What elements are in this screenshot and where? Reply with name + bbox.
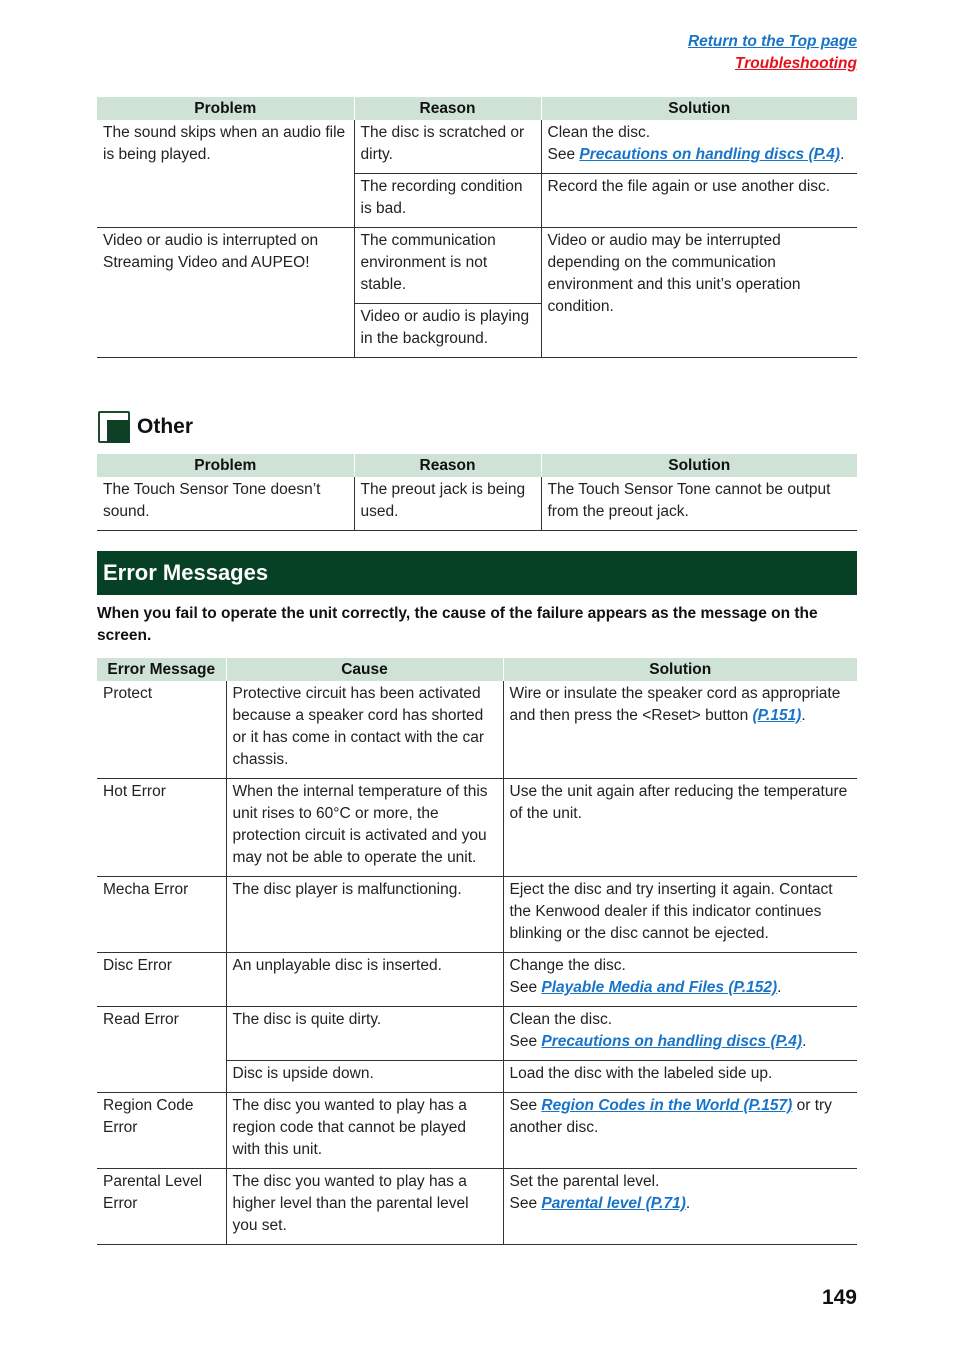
error-message-cell: Parental Level Error [97,1169,226,1245]
see-label: See [509,1033,542,1050]
error-messages-heading: Error Messages [97,551,857,595]
error-message-cell: Region Code Error [97,1093,226,1169]
solution-cell [503,953,857,1007]
region-codes-link[interactable]: Region Codes in the World (P.157) [541,1097,793,1114]
problem-cell: The sound skips when an audio file is being played. [97,120,354,228]
header-problem: Problem [97,454,354,477]
solution-cell [503,1007,857,1061]
error-messages-table [97,658,857,1245]
cause-cell: The disc you wanted to play has a region code that cannot be played with this unit. [226,1093,503,1169]
cause-cell: Disc is upside down. [226,1061,503,1093]
header-problem: Problem [97,97,354,120]
table-header-row [97,658,857,681]
cause-cell: The disc you wanted to play has a higher level than the parental level you set. [226,1169,503,1245]
solution-text: Clean the disc. [547,124,651,141]
period: . [802,1033,807,1050]
reason-cell: The communication environment is not stable. [354,228,541,304]
period: . [685,1195,691,1212]
solution-text: Set the parental level. [509,1173,660,1190]
solution-text: Clean the disc. [509,1011,613,1028]
table-row [97,477,857,531]
see-label: See [509,979,542,996]
error-message-cell: Disc Error [97,953,226,1007]
cause-cell: The disc is quite dirty. [226,1007,503,1061]
solution-cell: The Touch Sensor Tone cannot be output from the preout jack. [541,477,857,531]
other-table [97,454,857,531]
solution-cell [503,1169,857,1245]
header-solution: Solution [503,658,857,681]
solution-cell: Video or audio may be interrupted depending on the communication environment and this unit’s operation condition. [541,228,857,358]
header-reason: Reason [354,454,541,477]
solution-text: Wire or insulate the speaker cord as appropriate and then press the <Reset> button [509,685,841,724]
troubleshooting-link[interactable]: Troubleshooting [735,55,857,72]
cause-cell: The disc player is malfunctioning. [226,877,503,953]
other-heading [97,410,193,444]
troubleshooting-table [97,97,857,358]
see-label: See [509,1195,542,1212]
section-marker-icon [97,410,131,444]
cause-cell: An unplayable disc is inserted. [226,953,503,1007]
reason-cell: The preout jack is being used. [354,477,541,531]
cause-cell: When the internal temperature of this unit rises to 60°C or more, the protection circuit is activated and you may not be able to operate the unit. [226,779,503,877]
header-solution: Solution [541,97,857,120]
period: . [777,979,782,996]
error-message-cell: Protect [97,681,226,779]
period: . [801,707,806,724]
cause-cell: Protective circuit has been activated because a speaker cord has shorted or it has come in contact with the car chassis. [226,681,503,779]
playable-media-link[interactable]: Playable Media and Files (P.152) [541,979,778,996]
error-message-cell: Read Error [97,1007,226,1093]
reason-cell: The disc is scratched or dirty. [354,120,541,174]
page-number: 149 [821,1286,857,1309]
table-row [97,1007,857,1061]
table-row [97,681,857,779]
solution-tail: or try another disc. [509,1097,832,1136]
solution-cell [541,120,857,174]
error-intro-text: When you fail to operate the unit correctly, the cause of the failure appears as the message on the screen. [97,605,818,644]
table-row [97,953,857,1007]
solution-cell [503,1093,857,1169]
table-row [97,1169,857,1245]
error-message-cell: Mecha Error [97,877,226,953]
top-navigation [688,31,857,75]
solution-text: Change the disc. [509,957,626,974]
table-row [97,228,857,304]
reset-page-link[interactable]: (P.151) [752,707,802,724]
see-label: See [509,1097,542,1114]
reason-cell: Video or audio is playing in the background. [354,304,541,358]
table-row [97,1093,857,1169]
solution-cell: Eject the disc and try inserting it again. Contact the Kenwood dealer if this indicator continues blinking or the disc cannot be ejected. [503,877,857,953]
period: . [840,146,845,163]
solution-cell [503,681,857,779]
see-label: See [547,146,580,163]
table-header-row [97,454,857,477]
table-header-row [97,97,857,120]
solution-cell: Use the unit again after reducing the temperature of the unit. [503,779,857,877]
table-row [97,120,857,174]
solution-cell: Load the disc with the labeled side up. [503,1061,857,1093]
precautions-link[interactable]: Precautions on handling discs (P.4) [541,1033,803,1050]
precautions-link[interactable]: Precautions on handling discs (P.4) [579,146,841,163]
solution-cell: Record the file again or use another disc. [541,174,857,228]
other-title: Other [137,415,194,438]
return-to-top-link[interactable]: Return to the Top page [687,33,857,50]
parental-level-link[interactable]: Parental level (P.71) [541,1195,686,1212]
problem-cell: The Touch Sensor Tone doesn’t sound. [97,477,354,531]
table-row [97,779,857,877]
problem-cell: Video or audio is interrupted on Streaming Video and AUPEO! [97,228,354,358]
header-reason: Reason [354,97,541,120]
reason-cell: The recording condition is bad. [354,174,541,228]
header-solution: Solution [541,454,857,477]
error-message-cell: Hot Error [97,779,226,877]
table-row [97,877,857,953]
header-cause: Cause [226,658,503,681]
header-error-message: Error Message [97,658,226,681]
